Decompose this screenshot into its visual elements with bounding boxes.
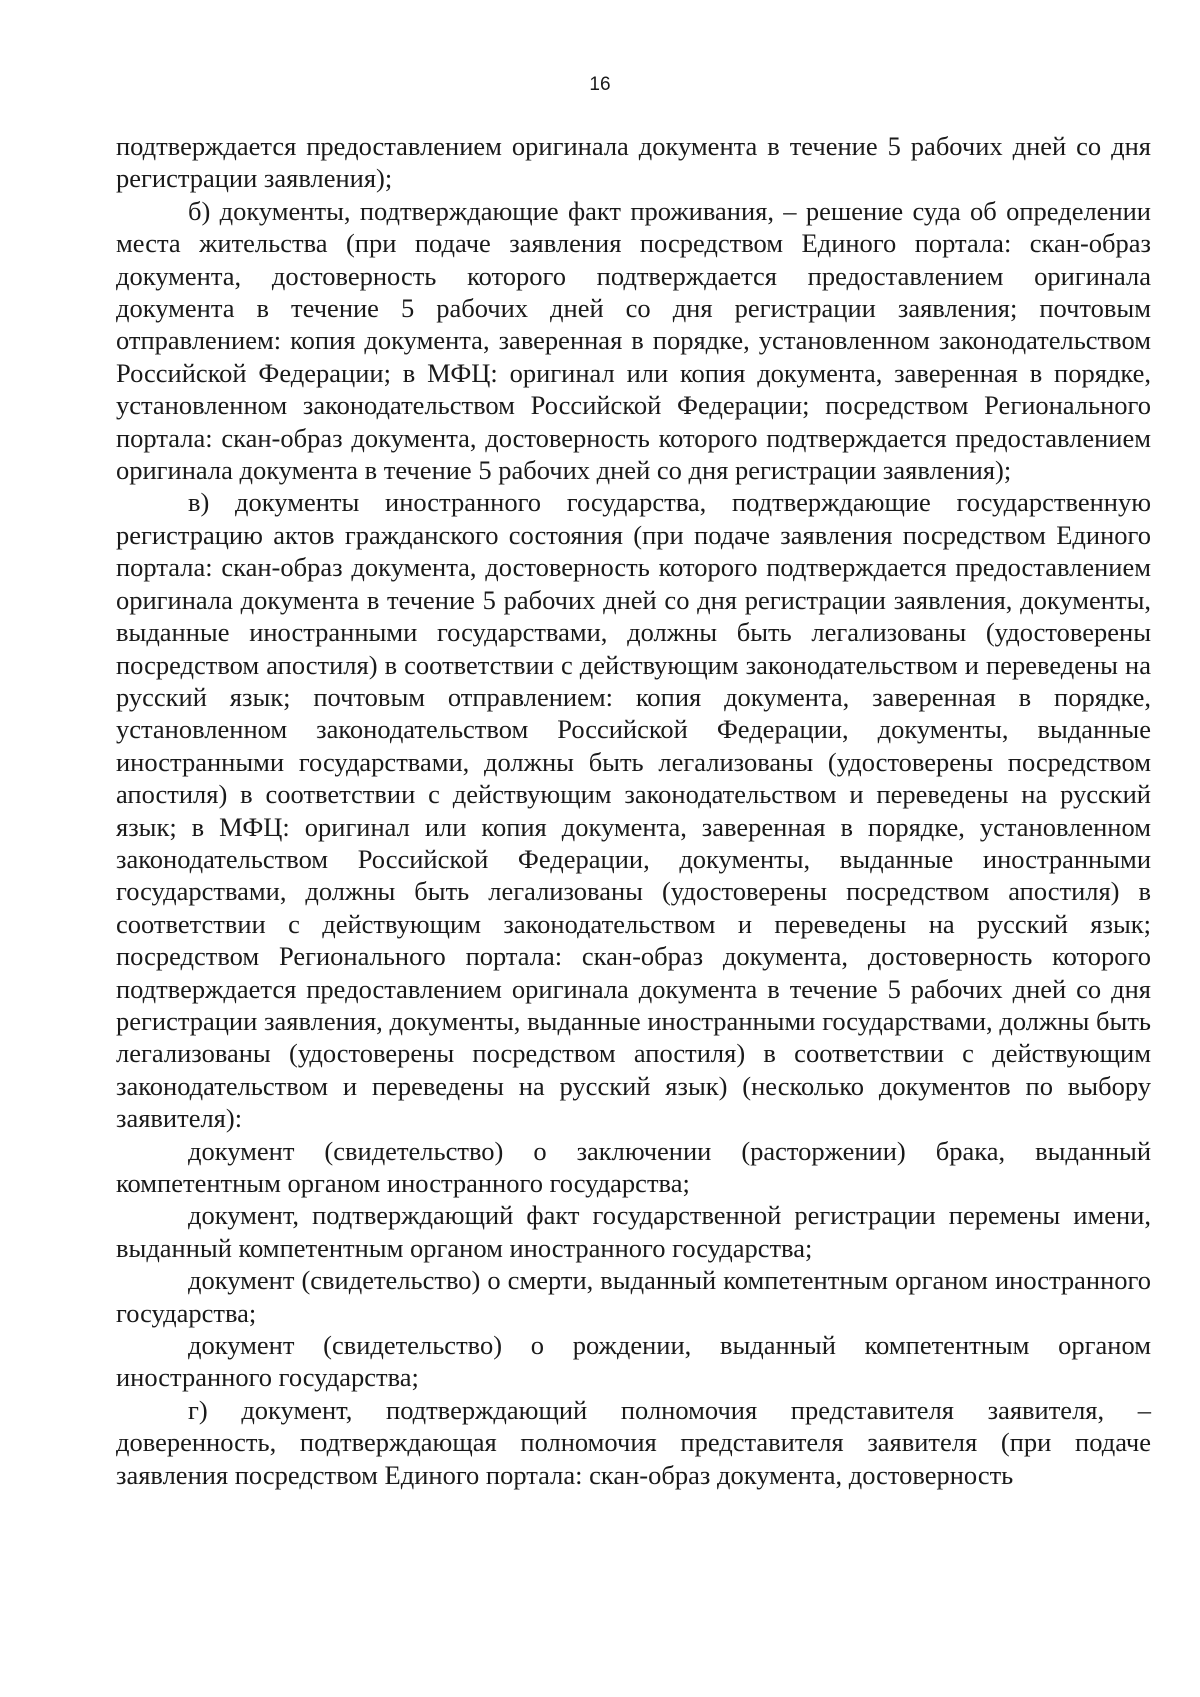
paragraph-item-b: б) документы, подтверждающие факт проживания, – решение суда об определении места жительства (при подаче заявления посредством Единого портала: скан-образ документа, достоверность которого подтверждается предоставлением оригинала документа в течение 5 рабочих дней со дня регистрации заявления; почтовым отправлением: копия документа, заверенная в порядке, установленном законодательством Российской Федерации; в МФЦ: оригинал или копия документа, заверенная в порядке, установленном законодательством Российской Федерации; посредством Регионального портала: скан-образ документа, достоверность которого подтверждается предоставлением оригинала документа в течение 5 рабочих дней со дня регистрации заявления); [116, 195, 1151, 486]
paragraph-marriage-certificate: документ (свидетельство) о заключении (расторжении) брака, выданный компетентным органом иностранного государства; [116, 1135, 1151, 1198]
paragraph-item-v: в) документы иностранного государства, подтверждающие государственную регистрацию актов гражданского состояния (при подаче заявления посредством Единого портала: скан-образ документа, достоверность которого подтверждается предоставлением оригинала документа в течение 5 рабочих дней со дня регистрации заявления, документы, выданные иностранными государствами, должны быть легализованы (удостоверены посредством апостиля) в соответствии с действующим законодательством и переведены на русский язык; почтовым отправлением: копия документа, заверенная в порядке, установленном законодательством Российской Федерации, документы, выданные иностранными государствами, должны быть легализованы (удостоверены посредством апостиля) в соответствии с действующим законодательством и переведены на русский язык; в МФЦ: оригинал или копия документа, заверенная в порядке, установленном законодательством Российской Федерации, документы, выданные иностранными государствами, должны быть легализованы (удостоверены посредством апостиля) в соответствии с действующим законодательством и переведены на русский язык; посредством Регионального портала: скан-образ документа, достоверность которого подтверждается предоставлением оригинала документа в течение 5 рабочих дней со дня регистрации заявления, документы, выданные иностранными государствами, должны быть легализованы (удостоверены посредством апостиля) в соответствии с действующим законодательством и переведены на русский язык) (несколько документов по выбору заявителя): [116, 487, 1151, 1134]
page-number: 16 [589, 74, 611, 95]
paragraph-item-g: г) документ, подтверждающий полномочия представителя заявителя, – доверенность, подтверждающая полномочия представителя заявителя (при подаче заявления посредством Единого портала: скан-образ документа, достоверность [116, 1394, 1151, 1490]
paragraph-name-change: документ, подтверждающий факт государственной регистрации перемены имени, выданный компетентным органом иностранного государства; [116, 1200, 1151, 1263]
paragraph-continuation: подтверждается предоставлением оригинала документа в течение 5 рабочих дней со дня регистрации заявления); [116, 131, 1151, 194]
document-body [116, 130, 1151, 1491]
paragraph-death-certificate: документ (свидетельство) о смерти, выданный компетентным органом иностранного государства; [116, 1265, 1151, 1328]
paragraph-birth-certificate: документ (свидетельство) о рождении, выданный компетентным органом иностранного государства; [116, 1330, 1151, 1393]
